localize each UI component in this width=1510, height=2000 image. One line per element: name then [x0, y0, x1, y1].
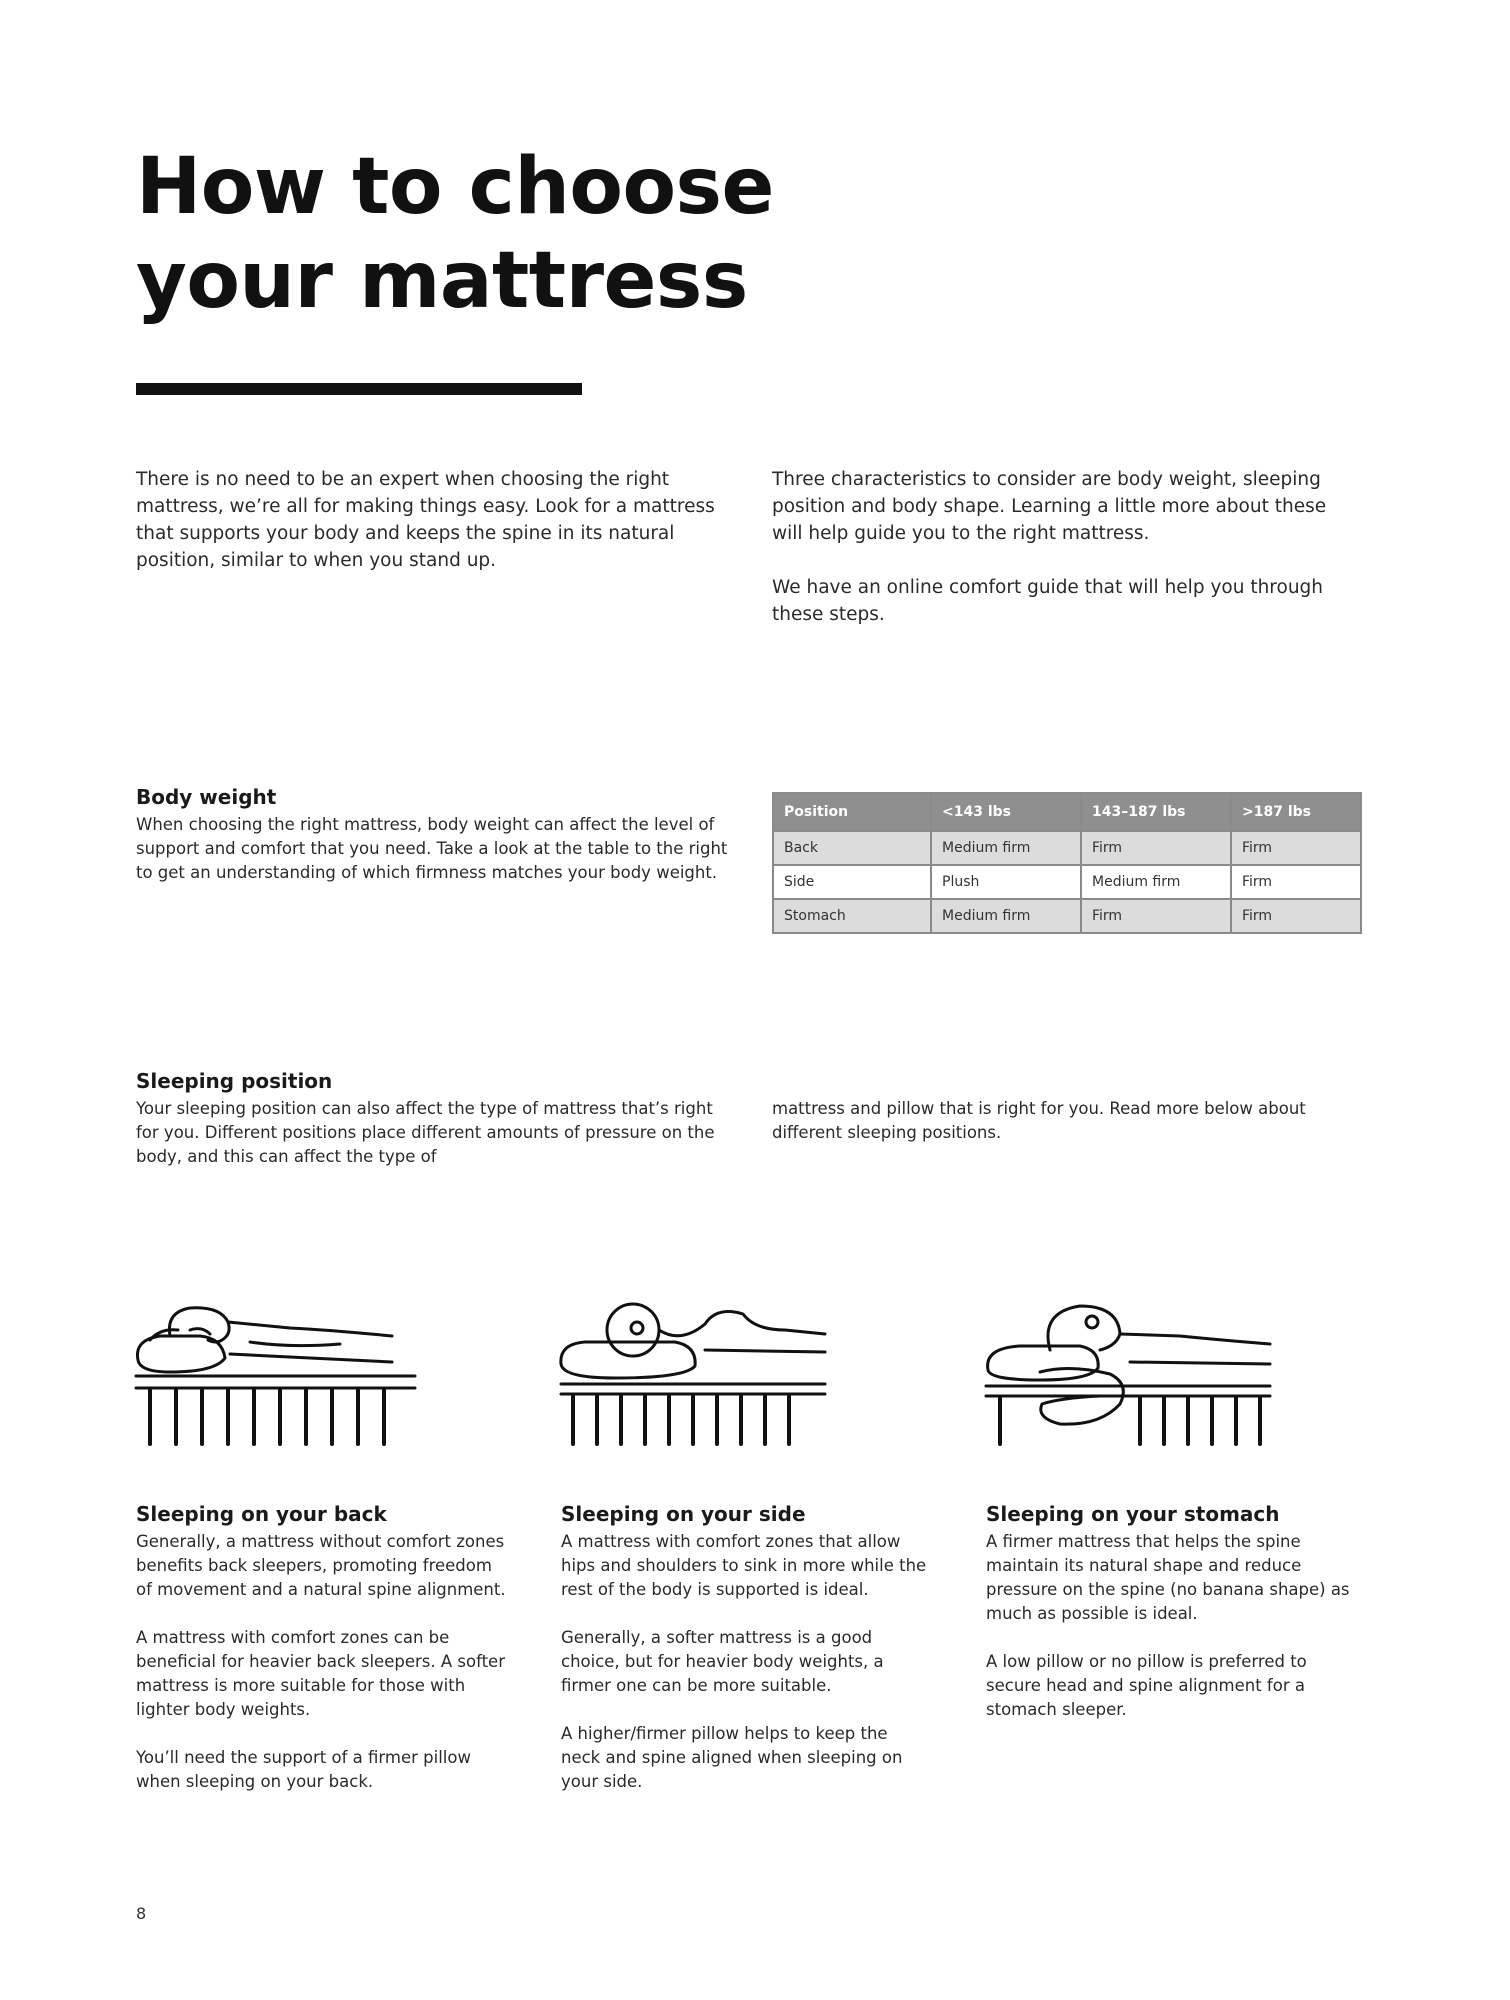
table-cell: Medium firm	[931, 831, 1081, 865]
title-divider	[136, 383, 582, 395]
back-sleeper-paragraph: A mattress with comfort zones can be beneficial for heavier back sleepers. A softer mattress is more suitable for those with lighter body weights.	[136, 1628, 505, 1719]
table-header: Position	[773, 793, 931, 831]
table-cell: Stomach	[773, 899, 931, 933]
person-sleeping-on-stomach-icon	[980, 1300, 1280, 1460]
side-sleeper-paragraph: A mattress with comfort zones that allow hips and shoulders to sink in more while the rest of the body is supported is ideal.	[561, 1532, 927, 1599]
stomach-sleeper-column	[986, 1500, 1356, 1722]
table-cell: Firm	[1081, 831, 1231, 865]
back-sleeper-paragraph: You’ll need the support of a firmer pillow when sleeping on your back.	[136, 1748, 471, 1791]
table-cell: Medium firm	[931, 899, 1081, 933]
side-sleeper-paragraph: A higher/firmer pillow helps to keep the neck and spine aligned when sleeping on your side.	[561, 1724, 903, 1791]
sleeping-position-section	[136, 1067, 736, 1169]
person-sleeping-on-back-icon	[130, 1300, 430, 1460]
table-header-row	[773, 793, 1361, 831]
stomach-sleeper-paragraph: A firmer mattress that helps the spine maintain its natural shape and reduce pressure on the spine (no banana shape) as much as possible is ideal.	[986, 1532, 1350, 1623]
table-header: 143–187 lbs	[1081, 793, 1231, 831]
body-weight-table-wrap	[772, 792, 1362, 934]
table-cell: Firm	[1231, 831, 1361, 865]
table-row	[773, 831, 1361, 865]
body-weight-heading: Body weight	[136, 785, 277, 809]
stomach-sleeper-paragraph: A low pillow or no pillow is preferred to secure head and spine alignment for a stomach sleeper.	[986, 1652, 1307, 1719]
intro-paragraph: We have an online comfort guide that will help you through these steps.	[772, 577, 1324, 625]
sleeping-position-text: Your sleeping position can also affect the type of mattress that’s right for you. Different positions place different amounts of pressure on the body, and this can affect the type of	[136, 1099, 715, 1166]
table-cell: Medium firm	[1081, 865, 1231, 899]
body-weight-text: When choosing the right mattress, body weight can affect the level of support and comfort that you need. Take a look at the table to the right to get an understanding of which firmness matches your body weight.	[136, 815, 728, 882]
back-sleeper-heading: Sleeping on your back	[136, 1502, 387, 1526]
title-line-1: How to choose	[136, 142, 774, 232]
table-cell: Firm	[1081, 899, 1231, 933]
table-row	[773, 865, 1361, 899]
page-number: 8	[136, 1904, 147, 1923]
intro-left	[136, 466, 736, 574]
side-sleeper-heading: Sleeping on your side	[561, 1502, 806, 1526]
table-cell: Firm	[1231, 865, 1361, 899]
page-title	[136, 140, 836, 328]
sleeping-position-continued	[772, 1097, 1332, 1145]
table-cell: Side	[773, 865, 931, 899]
side-sleeper-column	[561, 1500, 931, 1794]
table-cell: Back	[773, 831, 931, 865]
table-header: >187 lbs	[1231, 793, 1361, 831]
sleeping-position-heading: Sleeping position	[136, 1069, 333, 1093]
back-sleeper-paragraph: Generally, a mattress without comfort zones benefits back sleepers, promoting freedom of movement and a natural spine alignment.	[136, 1532, 506, 1599]
intro-paragraph: There is no need to be an expert when choosing the right mattress, we’re all for making things easy. Look for a mattress that supports your body and keeps the spine in its natural position, similar to when you stand up.	[136, 469, 715, 571]
table-cell: Plush	[931, 865, 1081, 899]
body-weight-section	[136, 783, 736, 885]
intro-right	[772, 466, 1332, 628]
sleeping-position-text: mattress and pillow that is right for you. Read more below about different sleeping positions.	[772, 1099, 1306, 1142]
person-sleeping-on-side-icon	[555, 1300, 855, 1460]
title-line-2: your mattress	[136, 236, 748, 326]
table-cell: Firm	[1231, 899, 1361, 933]
body-weight-table	[772, 792, 1362, 934]
back-sleeper-column	[136, 1500, 506, 1794]
table-row	[773, 899, 1361, 933]
stomach-sleeper-heading: Sleeping on your stomach	[986, 1502, 1280, 1526]
intro-paragraph: Three characteristics to consider are body weight, sleeping position and body shape. Learning a little more about these will help guide you to the right mattress.	[772, 469, 1327, 544]
table-header: <143 lbs	[931, 793, 1081, 831]
side-sleeper-paragraph: Generally, a softer mattress is a good choice, but for heavier body weights, a firmer one can be more suitable.	[561, 1628, 884, 1695]
